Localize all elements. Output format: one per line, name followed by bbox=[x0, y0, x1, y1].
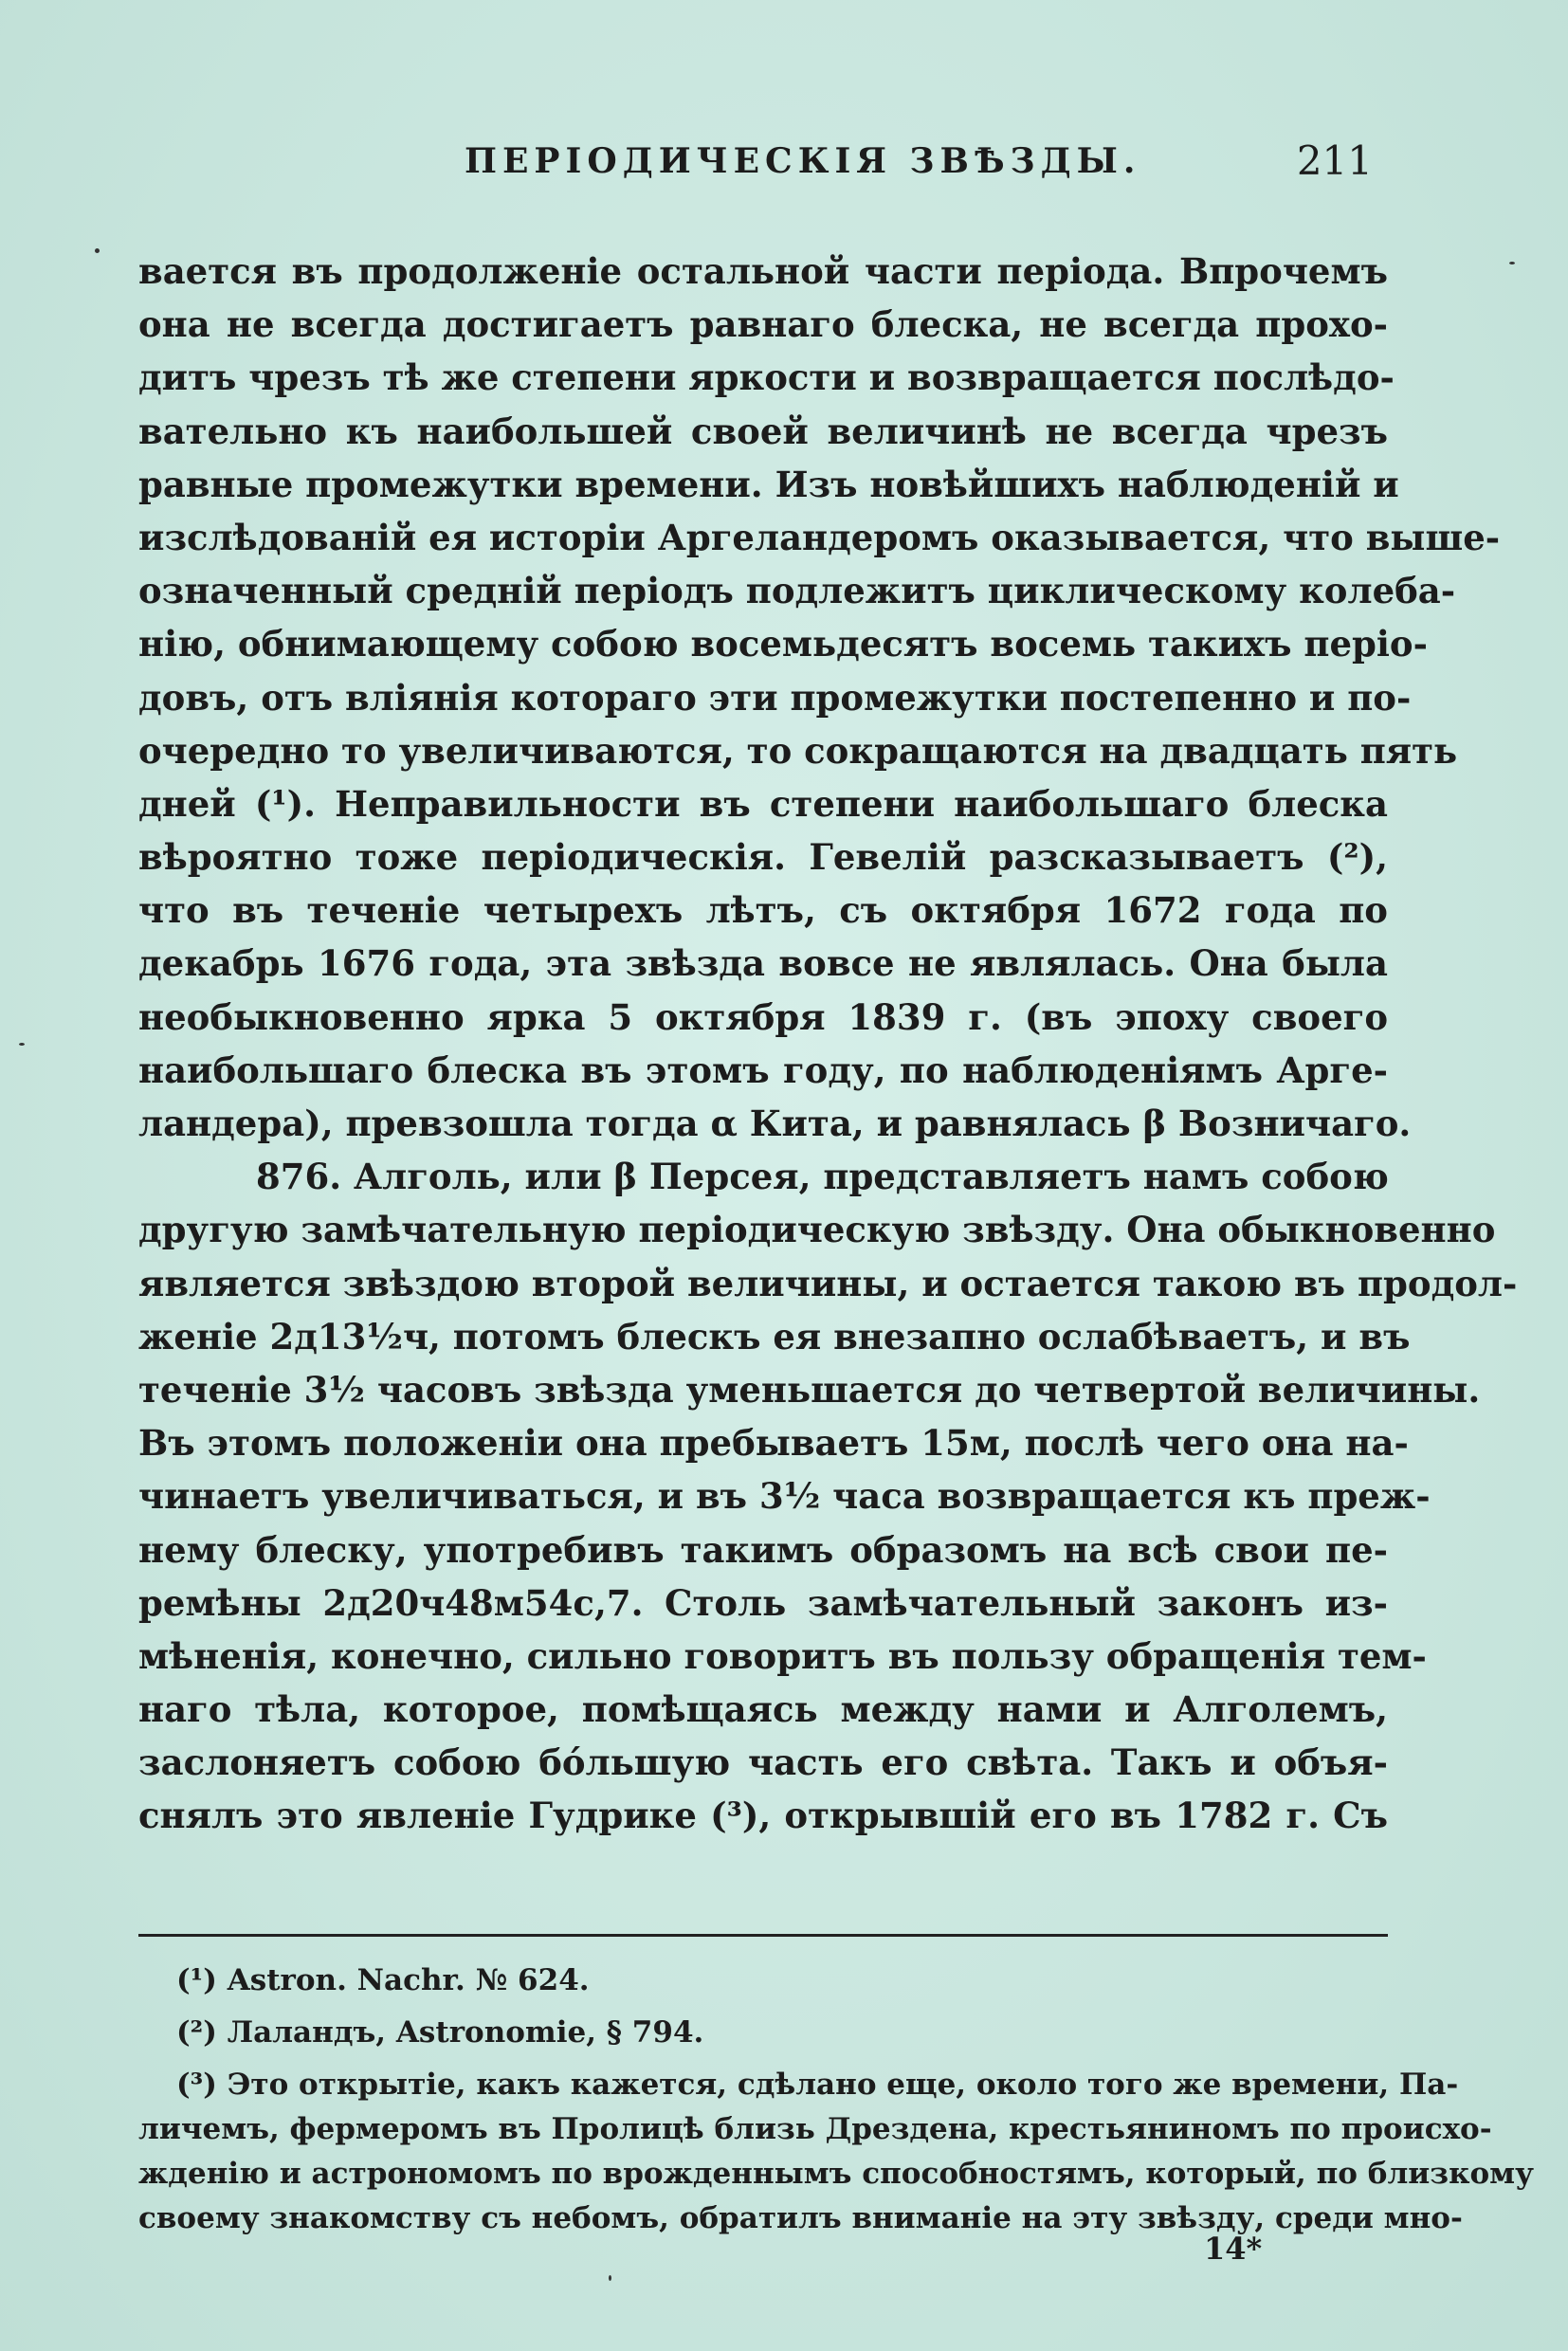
text-line: дней (¹). Неправильности въ степени наибольшаго блеска bbox=[138, 782, 1388, 825]
footnote-gap bbox=[138, 2055, 1388, 2063]
text-line: декабрь 1676 года, эта звѣзда вовсе не являлась. Она была bbox=[138, 942, 1388, 985]
text-line: вѣроятно тоже періодическія. Гевелій разсказываетъ (²), bbox=[138, 836, 1388, 879]
text-line: вается въ продолженіе остальной части періода. Впрочемъ bbox=[138, 250, 1388, 292]
text-line: вательно къ наибольшей своей величинѣ не всегда чрезъ bbox=[138, 410, 1388, 452]
footnote-rule bbox=[138, 1934, 1388, 1937]
text-line: женіе 2д13½ч, потомъ блескъ ея внезапно ослабѣваетъ, и въ bbox=[138, 1315, 1411, 1358]
text-line: изслѣдованій ея исторіи Аргеландеромъ оказывается, что выше- bbox=[138, 516, 1501, 558]
text-line: чинаетъ увеличиваться, и въ 3½ часа возвращается къ преж- bbox=[138, 1475, 1431, 1518]
footnote-3-line: своему знакомству съ небомъ, обратилъ вниманіе на эту звѣзду, среди мно- bbox=[138, 2201, 1463, 2235]
text-line: означенный средній періодъ подлежитъ циклическому колеба- bbox=[138, 570, 1456, 612]
text-line: что въ теченіе четырехъ лѣтъ, съ октября 1672 года по bbox=[138, 889, 1388, 932]
print-speck bbox=[95, 248, 100, 253]
text-line: мѣненія, конечно, сильно говоритъ въ пользу обращенія тем- bbox=[138, 1634, 1427, 1677]
text-line: нію, обнимающему собою восемьдесятъ восемь такихъ періо- bbox=[138, 623, 1428, 665]
signature-mark: 14* bbox=[1204, 2231, 1263, 2267]
footnotes bbox=[138, 1959, 1534, 2241]
page-number: 211 bbox=[1296, 137, 1373, 184]
footnote-3-line: жденію и астрономомъ по врожденнымъ способностямъ, который, по близкому bbox=[138, 2157, 1534, 2191]
text-line: заслоняетъ собою бо́льшую часть его свѣта. Такъ и объя- bbox=[138, 1741, 1388, 1784]
print-speck bbox=[19, 1043, 25, 1046]
text-line: ремѣны 2д20ч48м54с,7. Столь замѣчательный законъ из- bbox=[138, 1581, 1388, 1624]
print-speck bbox=[1509, 262, 1515, 264]
paragraph-start-line: 876. Алголь, или β Персея, представляетъ намъ собою bbox=[256, 1156, 1389, 1198]
text-line: является звѣздою второй величины, и остается такою въ продол- bbox=[138, 1262, 1518, 1304]
body-text bbox=[138, 245, 1518, 1843]
text-line: довъ, отъ вліянія котораго эти промежутки постепенно и по- bbox=[138, 676, 1412, 719]
text-line: ландера), превзошла тогда α Кита, и равнялась β Возничаго. bbox=[138, 1103, 1412, 1144]
text-line: дитъ чрезъ тѣ же степени яркости и возвращается послѣдо- bbox=[138, 356, 1395, 399]
text-line: нему блеску, употребивъ такимъ образомъ на всѣ свои пе- bbox=[138, 1528, 1388, 1571]
text-line: наго тѣла, которое, помѣщаясь между нами и Алголемъ, bbox=[138, 1688, 1388, 1731]
text-line: снялъ это явленіе Гудрике (³), открывшій его въ 1782 г. Съ bbox=[138, 1795, 1388, 1837]
footnote-3-line: личемъ, фермеромъ въ Пролицѣ близь Дрездена, крестьяниномъ по происхо- bbox=[138, 2112, 1492, 2146]
text-line: Въ этомъ положеніи она пребываетъ 15м, послѣ чего она на- bbox=[138, 1422, 1409, 1465]
print-speck bbox=[609, 2275, 611, 2281]
footnote-3-line: (³) Это открытіе, какъ кажется, сдѣлано еще, около того же времени, Па- bbox=[176, 2068, 1459, 2102]
text-line: очередно то увеличиваются, то сокращаются на двадцать пять bbox=[138, 729, 1458, 772]
text-line: равные промежутки времени. Изъ новѣйшихъ наблюденій и bbox=[138, 463, 1399, 505]
footnote-gap bbox=[138, 2003, 1388, 2011]
text-line: наибольшаго блеска въ этомъ году, по наблюденіямъ Арге- bbox=[138, 1048, 1388, 1091]
text-line: теченіе 3½ часовъ звѣзда уменьшается до четвертой величины. bbox=[138, 1368, 1481, 1411]
running-head: ПЕРІОДИЧЕСКІЯ ЗВѢЗДЫ. bbox=[465, 141, 1141, 181]
footnote-1: (¹) Astron. Nachr. № 624. bbox=[176, 1963, 590, 1997]
text-line: необыкновенно ярка 5 октября 1839 г. (въ эпоху своего bbox=[138, 995, 1388, 1038]
text-line: другую замѣчательную періодическую звѣзду. Она обыкновенно bbox=[138, 1209, 1496, 1251]
page-header bbox=[140, 133, 1373, 190]
text-line: она не всегда достигаетъ равнаго блеска, не всегда прохо- bbox=[138, 303, 1388, 346]
footnote-2: (²) Лаландъ, Astronomie, § 794. bbox=[176, 2015, 704, 2050]
